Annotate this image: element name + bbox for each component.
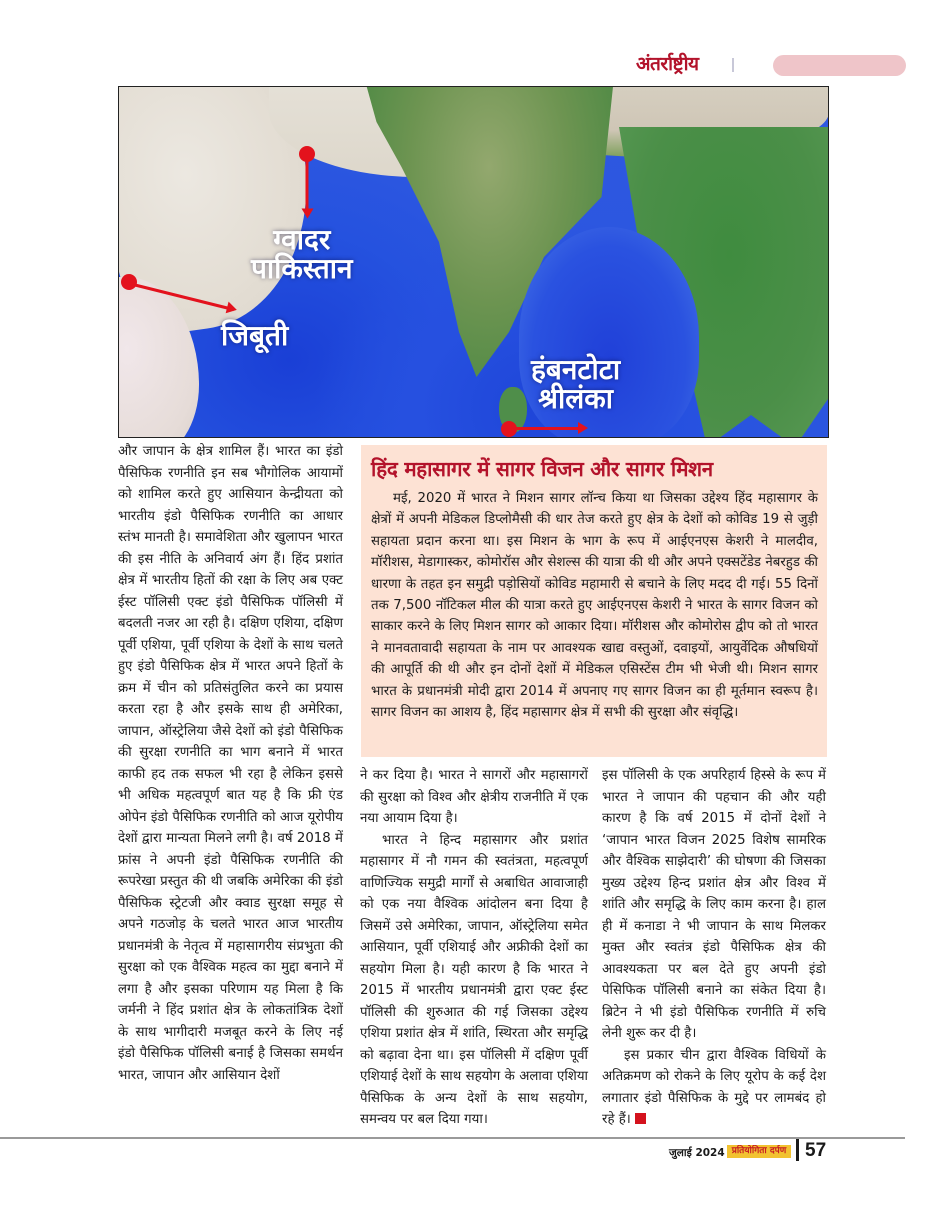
- section-pill-decoration: [773, 55, 906, 76]
- gwadar-label-city: ग्वादर: [273, 223, 331, 256]
- article-paragraph: ने कर दिया है। भारत ने सागरों और महासागरों की सुरक्षा को विश्व और क्षेत्रीय राजनीति में एक नया आयाम दिया है।: [360, 768, 588, 826]
- article-left-column: [118, 441, 343, 1086]
- hambantota-arrow-icon: [509, 427, 585, 430]
- article-middle-column: [360, 765, 588, 1131]
- article-paragraph: और जापान के क्षेत्र शामिल हैं। भारत का इंडो पैसिफिक रणनीति इन सब भौगोलिक आयामों को शामिल करते हुए आसियान केन्द्रीयता को भारतीय इंडो पैसिफिक रणनीति का आधार स्तंभ मानती है। समावेशिता और खुलापन भारत की इस नीति के अनिवार्य अंग हैं। हिंद प्रशांत क्षेत्र में भारतीय हितों की रक्षा के लिए अब एक्ट ईस्ट पॉलिसी एक्ट इंडो पैसिफिक पॉलिसी में बदलती नजर आ रही है। दक्षिण एशिया, दक्षिण पूर्वी एशिया, पूर्वी एशिया के देशों के साथ चलते हुए इंडो पैसिफिक क्षेत्र में भारत अपने हितों के क्रम में चीन को प्रतिसंतुलित करने का प्रयास करता रहा है और इसके साथ ही अमेरिका, जापान, ऑस्ट्रेलिया जैसे देशों को इंडो पैसिफिक की सुरक्षा रणनीति का भाग बनाने में भारत काफी हद तक सफल भी रहा है लेकिन इससे भी अधिक महत्वपूर्ण बात यह है कि फ्री एंड ओपेन इंडो पैसिफिक रणनीति को आज यूरोपीय देशों द्वारा मान्यता मिलने लगी है। वर्ष 2018 में फ्रांस ने अपनी इंडो पैसिफिक रणनीति की रूपरेखा प्रस्तुत की थी जबकि अमेरिका की इंडो पैसिफिक स्ट्रेटजी और क्वाड सुरक्षा समूह से अपने गठजोड़ के चलते भारत आज भारतीय प्रधानमंत्री के नेतृत्व में महासागरीय संप्रभुता की सुरक्षा को एक वैश्विक महत्व का मुद्दा बनाने में लगा है और इसका परिणाम यह मिला है कि जर्मनी ने हिंद प्रशांत क्षेत्र के लोकतांत्रिक देशों के साथ भागीदारी मजबूत करने के लिए नई इंडो पैसिफिक पॉलिसी बनाई है जिसका समर्थन भारत, जापान और आसियान देशों: [118, 444, 343, 1083]
- article-paragraph: भारत ने हिन्द महासागर और प्रशांत महासागर में नौ गमन की स्वतंत्रता, महत्वपूर्ण वाणिज्यिक समुद्री मार्गों से अबाधित आवाजाही को एक नया वैश्विक आंदोलन बना दिया है जिसमें उसे अमेरिका, जापान, ऑस्ट्रेलिया समेत आसियान, पूर्वी एशियाई और अफ्रीकी देशों का सहयोग मिला है। यही कारण है कि भारत ने 2015 में भारतीय प्रधानमंत्री द्वारा एक्ट ईस्ट पॉलिसी की शुरुआत की गई जिसका उद्देश्य एशिया प्रशांत क्षेत्र में शांति, स्थिरता और समृद्धि को बढ़ावा देना था। इस पॉलिसी में दक्षिण पूर्वी एशियाई देशों के साथ सहयोग के अलावा एशिया पैसिफिक के अन्य देशों के साथ सहयोग, समन्वय पर बल दिया गया।: [360, 832, 588, 1127]
- footer-page-separator: [796, 1139, 799, 1161]
- article-paragraph-final: [602, 1045, 826, 1131]
- section-label: अंतर्राष्ट्रीय: [636, 53, 699, 75]
- footer-date: जुलाई 2024: [669, 1147, 725, 1159]
- hambantota-label: [531, 355, 620, 414]
- publication-logo: प्रतियोगिता दर्पण: [727, 1145, 791, 1158]
- section-divider: [732, 58, 734, 72]
- gwadar-arrow-icon: [306, 156, 309, 216]
- gwadar-label-country: पाकिस्तान: [251, 252, 353, 286]
- footer-divider: [0, 1137, 905, 1139]
- article-paragraph: इस पॉलिसी के एक अपरिहार्य हिस्से के रूप में भारत ने जापान की पहचान की और यही कारण है कि वर्ष 2015 में दोनों देशों ने ‘जापान भारत विजन 2025 विशेष सामरिक और वैश्विक साझेदारी’ की घोषणा की जिसका मुख्य उद्देश्य हिन्द प्रशांत क्षेत्र और विश्व में शांति और समृद्धि के लिए काम करना है। हाल ही में कनाडा ने भी जापान के साथ मिलकर मुक्त और स्वतंत्र इंडो पैसिफिक क्षेत्र की आवश्यकता पर बल देते हुए अपनी इंडो पेसिफिक पॉलिसी बनाने का संकेत दिया है। ब्रिटेन ने भी इंडो पैसिफिक रणनीति में रुचि लेनी शुरू कर दी है।: [602, 768, 826, 1041]
- sidebar-box-title: हिंद महासागर में सागर विजन और सागर मिशन: [371, 457, 713, 481]
- hambantota-label-country: श्रीलंका: [538, 382, 613, 416]
- sidebar-box: [361, 445, 827, 757]
- gwadar-label: [251, 225, 353, 284]
- sidebar-box-body: मई, 2020 में भारत ने मिशन सागर लॉन्च किया था जिसका उद्देश्य हिंद महासागर के क्षेत्रों में अपनी मेडिकल डिप्लोमैसी की धार तेज करते हुए क्षेत्र के देशों को कोविड 19 से जुड़ी सहायता प्रदान करना था। इस मिशन के भाग के रूप में आईएनएस केशरी ने मालदीव, मॉरीशस, मेडागास्कर, कोमोरॉस और सेशल्स की यात्रा की थी और अपने एक्सटेंडेड नेबरहुड की धारणा के तहत इन समुद्री पड़ोसियों कोविड महामारी से बचाने के लिए मदद दी गई। 55 दिनों तक 7,500 नॉटिकल मील की यात्रा करते हुए आईएनएस केशरी ने भारत के सागर विजन को साकार करने के लिए मिशन सागर को आकार दिया। मॉरीशस और कोमोरोस द्वीप को तो भारत ने मानवतावादी सहायता के नाम पर आवश्यक खाद्य वस्तुओं, दवाइयों, आयुर्वेदिक औषधियों की आपूर्ति की थी और इन दोनों देशों में मेडिकल एसिस्टेंस टीम भी भेजी थी। मिशन सागर भारत के प्रधानमंत्री मोदी द्वारा 2014 में अपनाए गए सागर विजन का ही मूर्तमान स्वरूप है। सागर विजन का आशय है, हिंद महासागर क्षेत्र में सभी की सुरक्षा और संवृद्धि।: [371, 491, 818, 721]
- article-paragraph-text: इस प्रकार चीन द्वारा वैश्विक विधियों के अतिक्रमण को रोकने के लिए यूरोप के कई देश लगातार इंडो पैसिफिक के मुद्दे पर लामबंद हो रहे हैं।: [602, 1047, 826, 1127]
- hambantota-label-city: हंबनटोटा: [531, 353, 621, 386]
- djibouti-label: जिबूती: [221, 319, 289, 352]
- page-number: 57: [805, 1140, 827, 1161]
- article-right-column: [602, 765, 826, 1131]
- end-of-article-icon: [635, 1113, 646, 1124]
- indian-ocean-map: [118, 86, 829, 438]
